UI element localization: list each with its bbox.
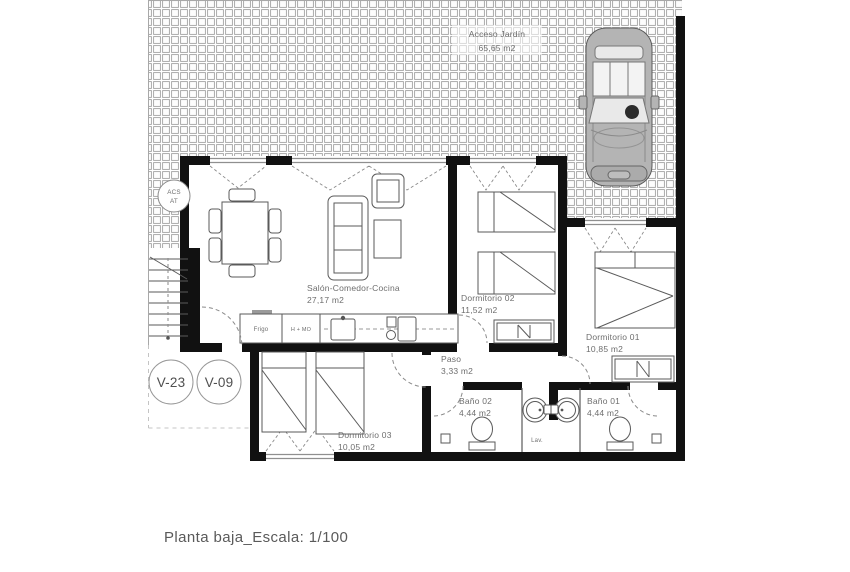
- acs-label-line2: AT: [170, 198, 178, 205]
- bed-dorm02-a: [478, 192, 555, 232]
- door-arc-bano01: [628, 386, 658, 416]
- toilet-bano02: [469, 417, 495, 450]
- shower-drain-bano01: [652, 434, 661, 443]
- wardrobe-dorm02: [494, 320, 554, 343]
- dining-table-set: [209, 189, 281, 277]
- toilet-bano01: [607, 417, 633, 450]
- room-label-salon: Salón-Comedor-Cocina: [307, 283, 400, 293]
- door-arc-entrance: [202, 307, 242, 347]
- room-area-salon: 27,17 m2: [307, 295, 345, 305]
- room-area-bano01: 4,44 m2: [587, 408, 620, 418]
- room-area-dormitorio02: 11,52 m2: [461, 305, 498, 315]
- wardrobe-dorm01: [612, 356, 674, 382]
- door-arc-dorm01: [562, 356, 590, 384]
- room-label-bano02: Baño 02: [459, 396, 493, 406]
- garden-area: 65,65 m2: [478, 43, 516, 53]
- shower-drain-bano02: [441, 434, 450, 443]
- room-area-dormitorio03: 10,05 m2: [338, 442, 376, 452]
- window-tag-v23-label: V-23: [156, 375, 186, 390]
- window: [210, 156, 266, 165]
- window-tag-v09: [197, 360, 241, 404]
- oven-microwave-label: H + MO: [290, 327, 312, 333]
- window: [292, 156, 446, 165]
- room-label-dormitorio02: Dormitorio 02: [461, 293, 515, 303]
- armchair: [372, 174, 404, 208]
- room-label-paso: Paso: [441, 354, 462, 364]
- fridge-label: Frigo: [253, 327, 269, 333]
- room-label-dormitorio03: Dormitorio 03: [338, 430, 392, 440]
- window: [470, 156, 536, 165]
- bed-dorm03-a: [262, 352, 306, 432]
- window: [266, 452, 334, 461]
- garden-label: Acceso Jardín: [468, 29, 526, 39]
- bed-dorm02-b: [478, 252, 555, 294]
- car-top-view: [579, 28, 659, 186]
- drawing-title: Planta baja_Escala: 1/100: [164, 529, 349, 546]
- sofa: [328, 196, 368, 280]
- bed-dorm03-b: [316, 352, 364, 434]
- hob: [331, 316, 355, 340]
- room-label-dormitorio01: Dormitorio 01: [586, 332, 640, 342]
- acs-unit: [158, 180, 190, 212]
- room-label-bano01: Baño 01: [587, 396, 621, 406]
- door-arc-dorm02: [459, 315, 487, 343]
- room-area-paso: 3,33 m2: [441, 366, 474, 376]
- window-tag-v09-label: V-09: [204, 375, 234, 390]
- bed-dorm01: [595, 252, 675, 328]
- coffee-table: [374, 220, 401, 258]
- acs-label-line1: ACS: [167, 189, 181, 196]
- room-area-bano02: 4,44 m2: [459, 408, 492, 418]
- window: [585, 218, 646, 227]
- door-arc-dorm03: [392, 353, 426, 387]
- kitchen-counter: [240, 310, 458, 343]
- laundry-label: Lav.: [531, 438, 543, 444]
- room-area-dormitorio01: 10,85 m2: [586, 344, 624, 354]
- washbasin-bano02: [523, 398, 551, 422]
- window-tag-v23: [149, 360, 193, 404]
